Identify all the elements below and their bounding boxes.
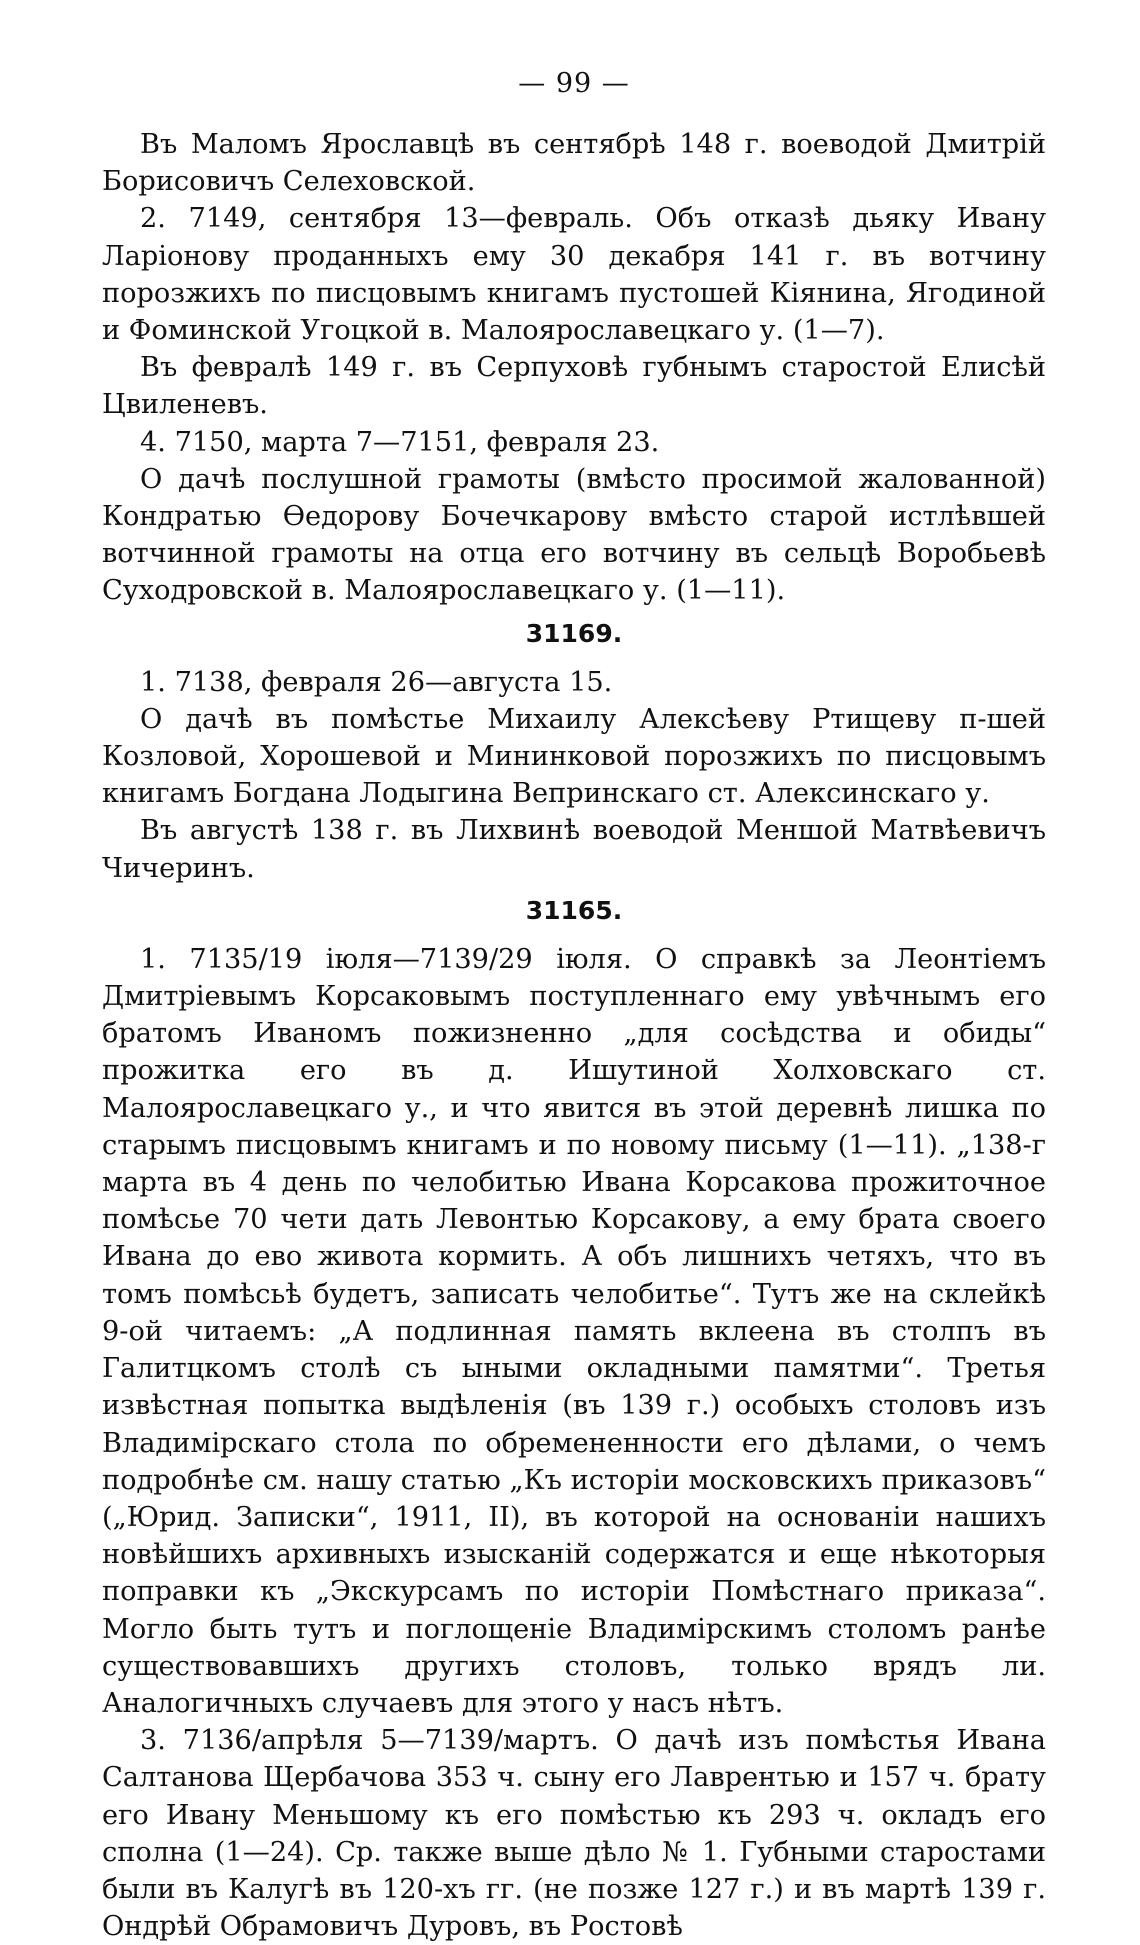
paragraph-voevoda-maloyaroslavets: Въ Маломъ Ярославцѣ въ сентябрѣ 148 г. воеводой Дмитрій Борисовичъ Селеховской. xyxy=(102,129,1046,198)
section-heading-31165: 31165. xyxy=(525,895,623,925)
paragraph-case-3-7136: 3. 7136/апрѣля 5—7139/мартъ. О дачѣ изъ помѣстья Ивана Салтанова Щербачова 353 ч. сыну его Лаврентью и 157 ч. брату его Ивану Меньшому къ его помѣстью къ 293 ч. окладъ его сполна (1—24). Ср. также выше дѣло № 1. Губными старостами были въ Калугѣ въ 120-хъ гг. (не позже 127 г.) и въ мартѣ 139 г. Ондрѣй Обрамовичъ Дуровъ, въ Ростовѣ xyxy=(102,1725,1046,1943)
paragraph-case-1-7138: 1. 7138, февраля 26—августа 15. xyxy=(140,666,613,698)
paragraph-case-2-7149: 2. 7149, сентября 13—февраль. Объ отказѣ дьяку Ивану Ларіонову проданныхъ ему 30 декабря 141 г. въ вотчину порозжихъ по писцовымъ книгамъ пустошей Кіянина, Ягодиной и Фоминской Угоцкой в. Малоярославецкаго у. (1—7). xyxy=(102,203,1046,347)
page-number: — 99 — xyxy=(518,68,630,99)
section-heading-31169: 31169. xyxy=(525,618,623,648)
paragraph-kondrat-fedorov: О дачѣ послушной грамоты (вмѣсто просимой жалованной) Кондратью Ѳедорову Бочечкарову вмѣсто старой истлѣвшей вотчинной грамоты на отца его вотчину въ сельцѣ Воробьевѣ Суходровской в. Малоярославецкаго у. (1—11). xyxy=(102,463,1046,607)
paragraph-rtishchev: О дачѣ въ помѣстье Михаилу Алексѣеву Ртищеву п-шей Козловой, Хорошевой и Мининковой порозжихъ по писцовымъ книгамъ Богдана Лодыгина Вепринскаго ст. Алексинскаго у. xyxy=(102,703,1046,810)
paragraph-case-1-7135: 1. 7135/19 іюля—7139/29 іюля. О справкѣ за Леонтіемъ Дмитріевымъ Корсаковымъ поступленнаго ему увѣчнымъ его братомъ Иваномъ пожизненно „для сосѣдства и обиды“ прожитка его въ д. Ишутиной Холховскаго ст. Малоярославецкаго у., и что явится въ этой деревнѣ лишка по старымъ писцовымъ книгамъ и по новому письму (1—11). „138-г марта въ 4 день по челобитью Ивана Корсакова прожиточное помѣсье 70 чети дать Левонтью Корсакову, а ему брата своего Ивана до ево живота кормить. А объ лишнихъ четяхъ, что въ томъ помѣсьѣ будетъ, записать челобитье“. Тутъ же на склейкѣ 9-ой читаемъ: „А подлинная память вклеена въ столпъ въ Галитцкомъ столѣ съ ыными окладными памятми“. Третья извѣстная попытка выдѣленія (въ 139 г.) особыхъ столовъ изъ Владимірскаго стола по обремененности его дѣлами, о чемъ подробнѣе см. нашу статью „Къ исторіи московскихъ приказовъ“ („Юрид. Записки“, 1911, II), въ которой на основаніи нашихъ новѣйшихъ архивныхъ изысканій содержатся и еще нѣкоторыя поправки къ „Экскурсамъ по исторіи Помѣстнаго приказа“. Могло быть тутъ и поглощеніе Владимірскимъ столомъ ранѣе существовавшихъ другихъ столовъ, только врядъ ли. Аналогичныхъ случаевъ для этого у насъ нѣтъ. xyxy=(102,943,1046,1719)
paragraph-likhvin-voevoda: Въ августѣ 138 г. въ Лихвинѣ воеводой Меншой Матвѣевичъ Чичеринъ. xyxy=(102,815,1046,884)
paragraph-serpukhov-starosta: Въ февралѣ 149 г. въ Серпуховѣ губнымъ старостой Елисѣй Цвиленевъ. xyxy=(102,352,1046,421)
paragraph-case-4-7150: 4. 7150, марта 7—7151, февраля 23. xyxy=(140,426,660,458)
